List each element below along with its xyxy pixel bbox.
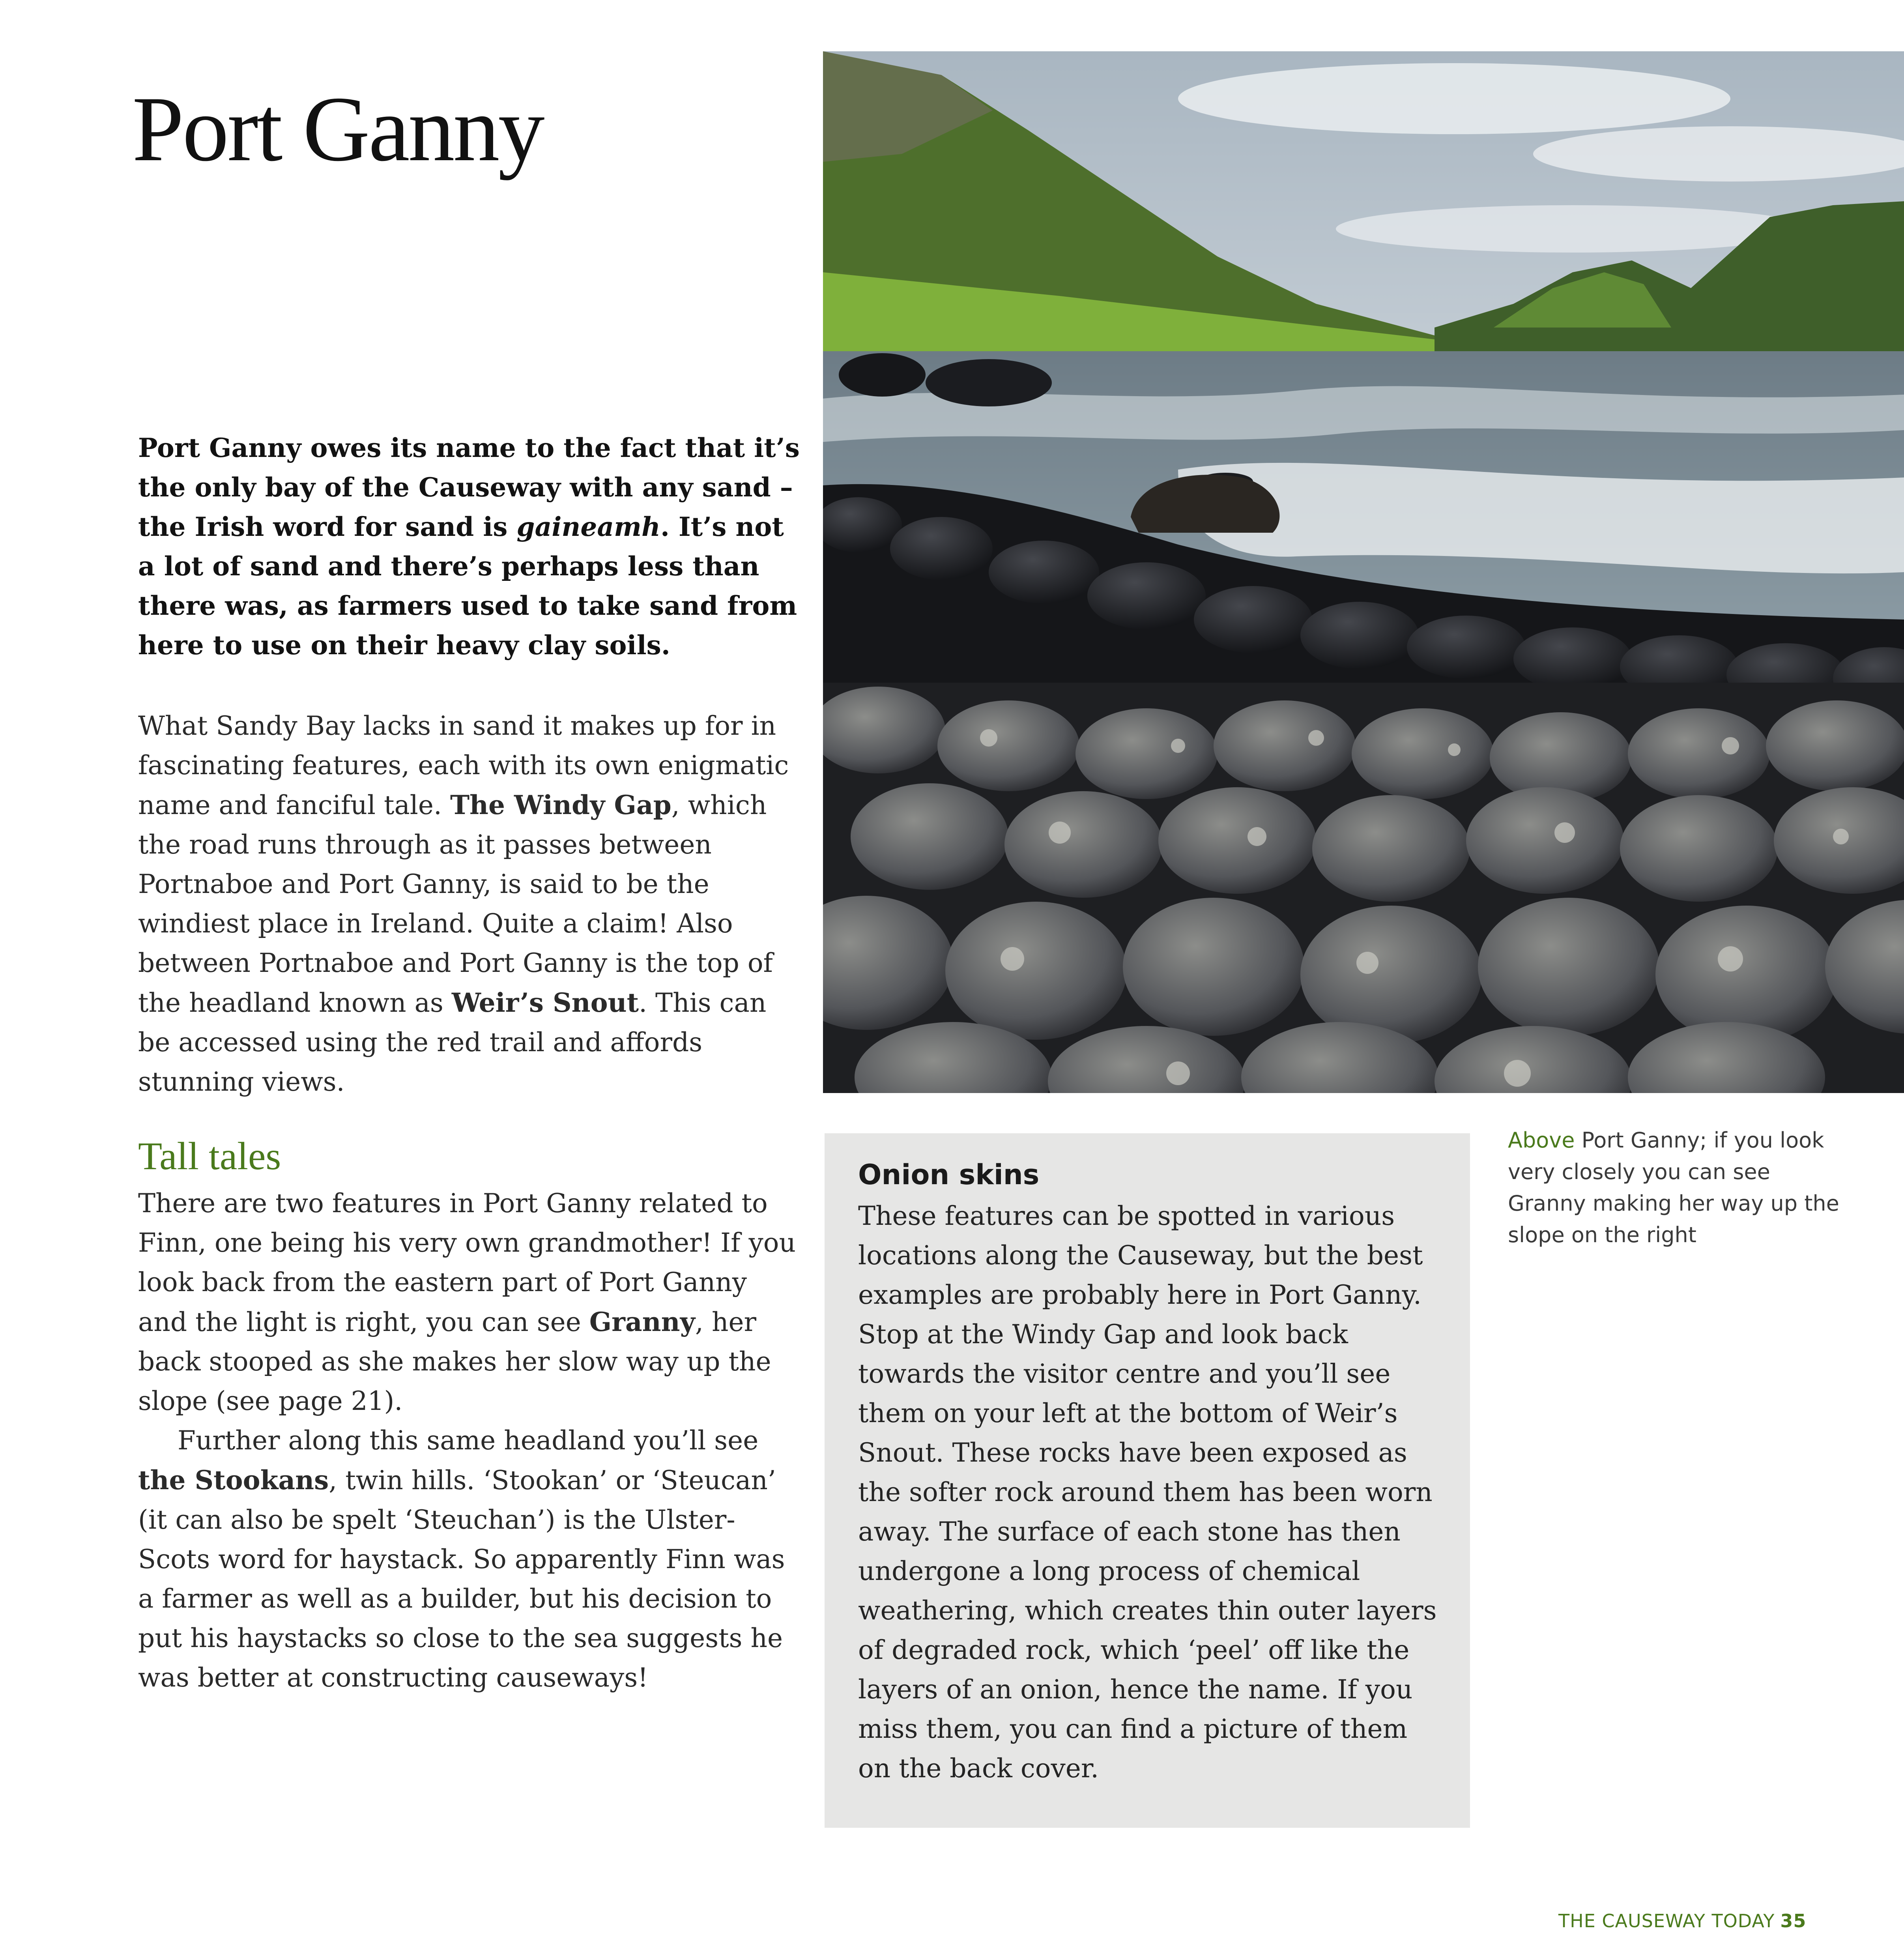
body-text: , which the road runs through as it passes between Portnaboe and Port Ganny, is said to be the windiest place in Ireland. Quite a claim! Also between Portnaboe and Port Ganny is the top of the headland known as bbox=[138, 790, 773, 1018]
page-title: Port Ganny bbox=[132, 78, 543, 181]
sea-rock bbox=[926, 359, 1052, 406]
sandy-bay-paragraph bbox=[138, 706, 801, 1102]
cloud bbox=[1178, 63, 1730, 134]
page-footer bbox=[1558, 1912, 1806, 1930]
publication-name: THE CAUSEWAY TODAY bbox=[1558, 1910, 1775, 1932]
stookans-term: the Stookans bbox=[138, 1465, 329, 1496]
caption-label: Above bbox=[1508, 1128, 1575, 1153]
intro-text: Port Ganny owes its name to the fact that it’s the only bay of the Causeway with any sand – the Irish word for sand is bbox=[138, 432, 800, 542]
intro-paragraph bbox=[138, 428, 801, 665]
onion-skins-heading: Onion skins bbox=[858, 1159, 1040, 1191]
caption-text: Port Ganny; if you look very closely you can see Granny making her way up the slope on the right bbox=[1508, 1128, 1839, 1247]
body-text: , twin hills. ‘Stookan’ or ‘Steucan’ (it can also be spelt ‘Steuchan’) is the Ulster-Scots word for haystack. So apparently Finn was a farmer as well as a builder, but his decision to put his haystacks so close to the sea suggests he was better at constructing causeways! bbox=[138, 1465, 785, 1693]
tall-tales-heading: Tall tales bbox=[138, 1134, 281, 1178]
body-text: What Sandy Bay lacks in sand it makes up for in fascinating features, each with its own enigmatic name and fanciful tale. bbox=[138, 711, 789, 820]
port-ganny-photo bbox=[823, 51, 1904, 1093]
windy-gap-term: The Windy Gap bbox=[450, 790, 671, 820]
body-text: , her back stooped as she makes her slow way up the slope (see page 21). bbox=[138, 1307, 771, 1416]
onion-skins-sidebar bbox=[825, 1133, 1470, 1828]
sea-rock bbox=[839, 353, 926, 397]
body-text: . This can be accessed using the red trail and affords stunning views. bbox=[138, 988, 767, 1097]
granny-term: Granny bbox=[589, 1307, 695, 1337]
photo-caption bbox=[1508, 1125, 1843, 1251]
weirs-snout-term: Weir’s Snout bbox=[451, 987, 639, 1018]
tall-tales-text bbox=[138, 1184, 801, 1698]
intro-text: . It’s not a lot of sand and there’s perhaps less than there was, as farmers used to take sand from here to use on their heavy clay soils. bbox=[138, 511, 797, 661]
body-text: There are two features in Port Ganny related to Finn, one being his very own grandmother! If you look back from the eastern part of Port Ganny and the light is right, you can see bbox=[138, 1188, 796, 1337]
body-text: Further along this same headland you’ll see bbox=[178, 1425, 759, 1456]
irish-word: gaineamh bbox=[516, 511, 660, 542]
onion-skins-text: These features can be spotted in various locations along the Causeway, but the best examples are probably here in Port Ganny. Stop at the Windy Gap and look back towards the visitor centre and you’ll see them on your left at the bottom of Weir’s Snout. These rocks have been exposed as the softer rock around them has been worn away. The surface of each stone has then undergone a long process of chemical weathering, which creates thin outer layers of degraded rock, which ‘peel’ off like the layers of an onion, hence the name. If you miss them, you can find a picture of them on the back cover. bbox=[858, 1201, 1437, 1784]
page-number: 35 bbox=[1780, 1910, 1807, 1932]
